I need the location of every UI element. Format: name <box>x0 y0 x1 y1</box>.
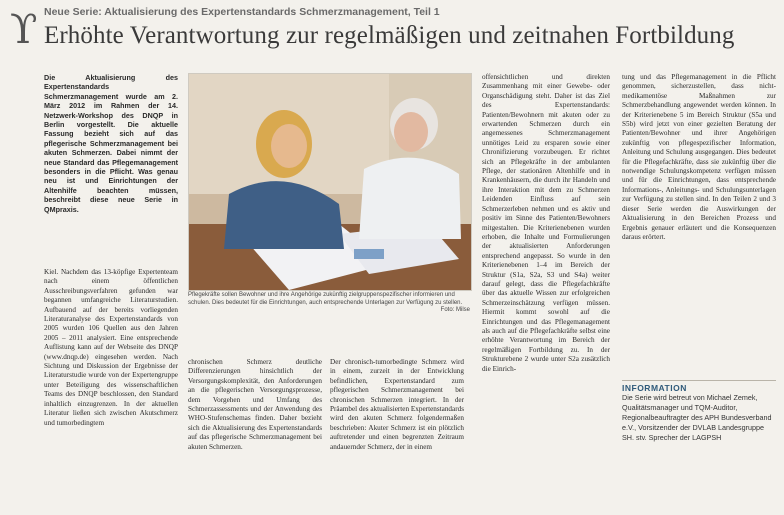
article-headline: Erhöhte Verantwortung zur regelmäßigen und zeitnahen Fortbildung <box>44 22 735 49</box>
body-column-5 <box>622 73 776 242</box>
photo-caption <box>188 292 470 315</box>
body-column-4 <box>482 73 610 374</box>
information-heading: INFORMATION <box>622 383 687 393</box>
photo-illustration <box>189 74 471 290</box>
information-text: Die Serie wird betreut von Michael Zemek, Qualitätsmanager und TQM-Auditor, Regionalbeauftragter des APH Bundesverband e.V., Vorsitzender der DVLAB Landesgruppe SH. stv. Sprecher der LAGPSH <box>622 393 772 442</box>
information-box <box>622 380 776 443</box>
caption-text: Pflegekräfte sollen Bewohner und ihre Angehörige zukünftig zielgruppenspezifischer informieren und schulen. Dies bedeutet für die Einrichtungen, auch entsprechende Unterlagen zur Verfügung zu stellen. <box>188 292 463 306</box>
body-column-2 <box>188 358 322 452</box>
lead-paragraph <box>44 73 178 214</box>
decorative-flourish-icon: ϒ <box>10 7 38 53</box>
body-column-3 <box>330 358 464 452</box>
column-3-text: Der chronisch-tumorbedingte Schmerz wird in einem, zurzeit in der Entwicklung befindlichen, Expertenstandard zum pflegerischen Schmerzmanagement bei chronischen Schmerzen integriert. In der Präambel des aktualisierten Expertenstandards wird den akuten Schmerz folgendermaßen beschrieben: Akuter Schmerz ist ein plötzlich auftretender und einen begrenzten Zeitraum andauernder Schmerz, der in einem <box>330 358 464 451</box>
article-photo <box>188 73 472 291</box>
series-kicker: Neue Serie: Aktualisierung des Expertenstandards Schmerzmanagement, Teil 1 <box>44 6 440 18</box>
column-5-text: tung und das Pflegemanagement in die Pflicht genommen, sicherzustellen, dass nicht-medikamentöse Maßnahmen zur Schmerzbehandlung angewendet werden können. In der Kriterienebene 5 im Bereich Struktur (S5a und S5b) wird jetzt von einer gezielten Beratung der Patienten/Bewohner und ihrer Angehörigen zukünftig von pflegespezifischer Information, Anleitung und Schulung ausgegangen. Dies bedeutet für die Pflegefachkräfte, dass sie zukünftig über die notwendige Schulungskompetenz verfügen müssen und für die Einrichtungen, dass entsprechende Informations-, Anleitungs- und Schulungsunterlagen zur Verfügung zu stellen sind. In den Teilen 2 und 3 dieser Serie werden die Auswirkungen der Aktualisierung in den Bereichen Prozess und Ergebnis genauer erläutert und die Konsequenzen daraus erörtert. <box>622 73 776 241</box>
body-column-1 <box>44 268 178 428</box>
column-1-text: Kiel. Nachdem das 13-köpfige Expertenteam nach einem öffentlichen Ausschreibungsverfahren gefunden war begannen umfangreiche Literaturstudien. Aufbauend auf der bereits vorliegenden Literaturanalyse des Expertenstandards von 2005 wurden 106 Quellen aus den Jahren 2005 – 2011 analysiert. Eine entsprechende Auflistung kann auf der Webseite des DNQP (www.dnqp.de) eingesehen werden. Nach Sichtung und Diskussion der Ergebnisse der Literaturstudie wurde von der Expertengruppe unter Beteiligung des wissenschaftlichen Teams des DNQP beschlossen, den Standard inhaltlich einzugrenzen. In der aktuellen Literatur ließen sich zwischen Akutschmerz und tumorbedingtem <box>44 268 178 427</box>
lead-text: Die Aktualisierung des Expertenstandards Schmerzmanagement wurde am 2. März 2012 im Rahmen der 14. Netzwerk-Workshop des DNQP in Berlin vorgestellt. Die aktuelle Fassung bezieht sich auf das pflegerische Schmerzmanagement bei akuten Schmerzen. Dabei nimmt der neue Standard das Pflegemanagement besonders in die Pflicht. Was genau neu ist und Einrichtungen der Altenhilfe beachten müssen, beschreibt diese neue Serie in QMpraxis. <box>44 73 178 214</box>
column-2-text: chronischen Schmerz deutliche Differenzierungen hinsichtlich der Versorgungskomplexität, den Anforderungen an die pflegerischen Versorgungsprozesse, dem Vorgehen und Umfang des Schmerzassessments und der Anwendung des WHO-Stufenschemas finden. Daher bezieht sich die Aktualisierung des Expertenstandards auf das pflegerische Schmerzmanagement bei akuten Schmerzen. <box>188 358 322 451</box>
column-4-text: offensichtlichen und direkten Zusammenhang mit einer Gewebe- oder Organschädigung steht. Daher ist das Ziel des Expertenstandards: Patienten/Bewohnern mit akuten oder zu erwartenden Schmerzen durch ein angemessenes Schmerzmanagement unnötiges Leid zu ersparen sowie einer Chronifizierung vorzubeugen. Er richtet sich an Pflegekräfte in der ambulanten Pflege, der stationären Altenhilfe und in Krankenhäusern, die durch ihr Handeln und ihre Interaktion mit dem zu Schmerzen Leidenden Einfluss auf sein Schmerzerleben nehmen und es aktiv und positiv im Sinne des Patienten/Bewohners mitgestalten. Die Kriterienebenen wurden erhoben, die Inhalte und Formulierungen der aktualisierten Anforderungen entsprechend angepasst. So wurde in den Kriterienebenen 1–4 im Bereich der Struktur (S1a, S2a, S3 und S4a) weiter darauf gelegt, dass die Pflegefachkräfte über das aktuelle Wissen zur erfolgreichen Schmerzeinschätzung verfügen müssen. Hiermit kommt sowohl auf die Einrichtungen und das Pflegemanagement als auch auf die Pflegefachkräfte selbst eine erhöhte Verantwortung im Bereich der regelmäßigen Fortbildung zu. In der Strukturebene 2 wurde unter S2a zusätzlich die Einrich- <box>482 73 610 373</box>
photo-credit: Foto: Milse <box>440 307 470 313</box>
